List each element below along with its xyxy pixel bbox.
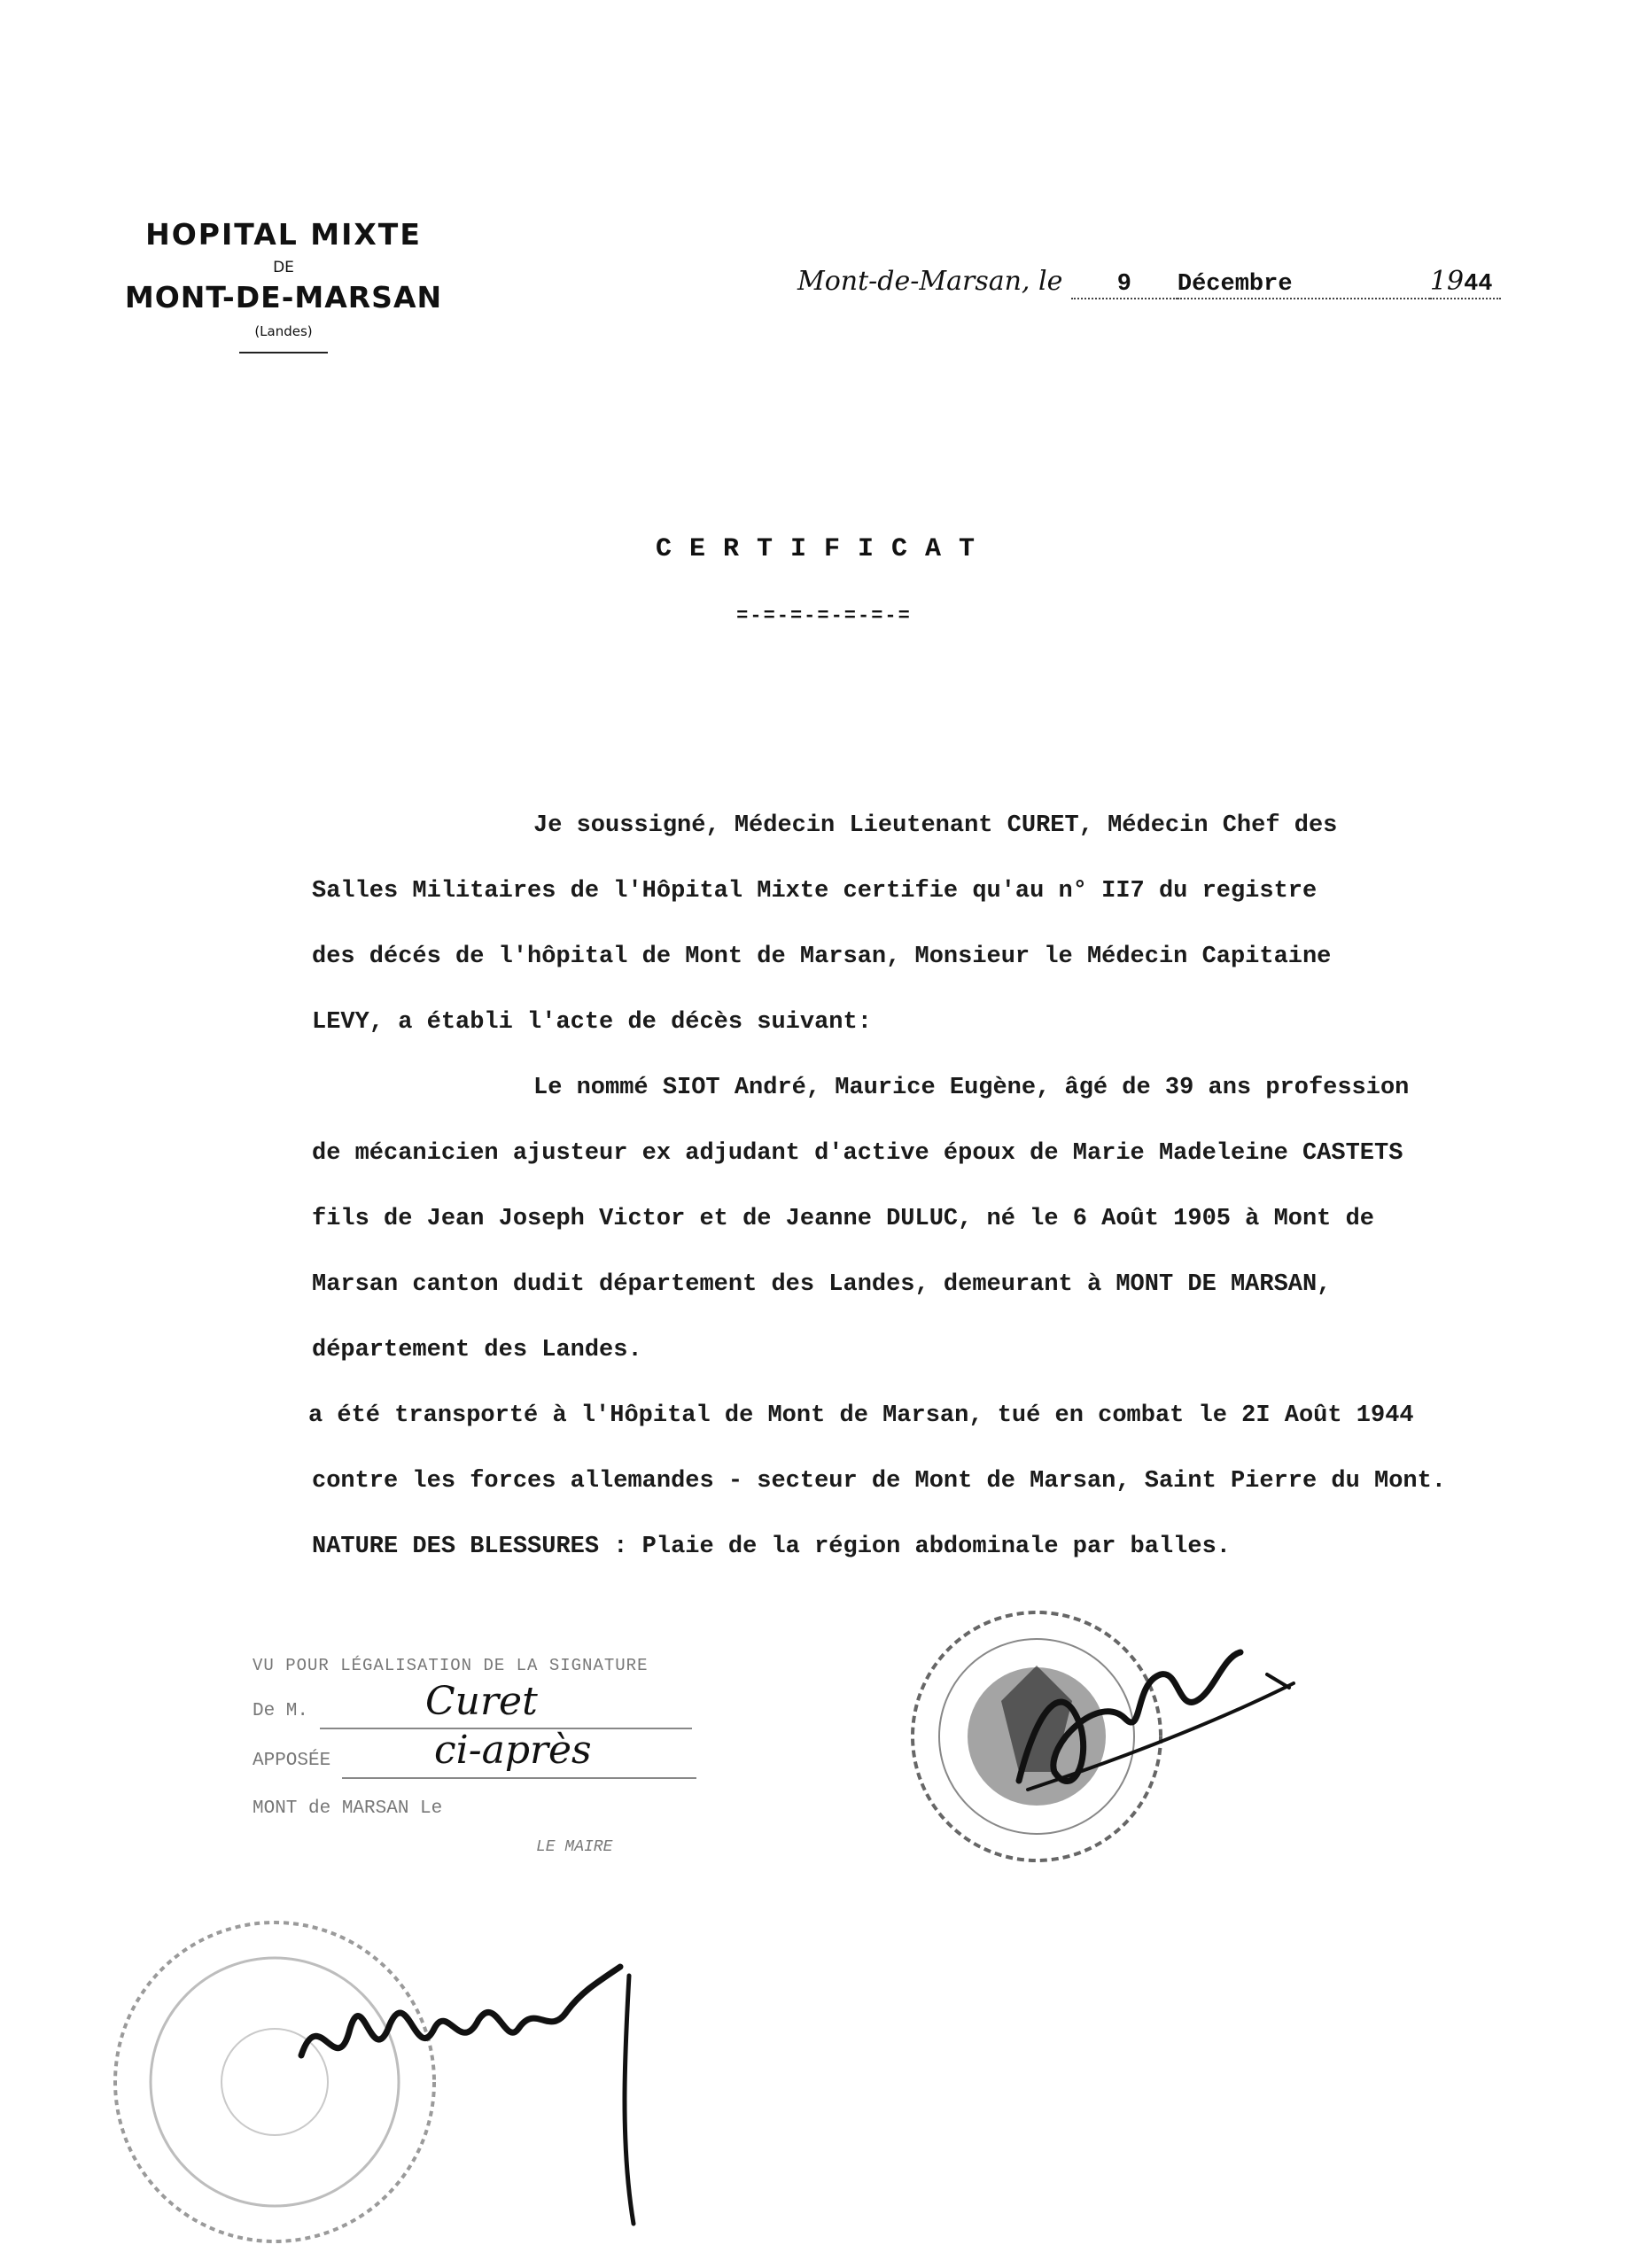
body-line: des décés de l'hôpital de Mont de Marsan, Monsieur le Médecin Capitaine [312,944,1332,970]
title-underline: =-=-=-=-=-=-= [736,605,912,627]
dateline-year-prefix: 19 [1429,266,1465,297]
body-line: NATURE DES BLESSURES : Plaie de la région abdominale par balles. [312,1534,1231,1560]
dateline-year: 44 [1464,271,1493,298]
body-line: de mécanicien ajusteur ex adjudant d'active époux de Marie Madeleine CASTETS [312,1140,1403,1167]
body-line: contre les forces allemandes - secteur de Mont de Marsan, Saint Pierre du Mont. [312,1468,1447,1495]
document-title: CERTIFICAT [655,534,993,564]
body-line: Le nommé SIOT André, Maurice Eugène, âgé de 39 ans profession [533,1075,1410,1101]
mayor-signature-icon [284,1949,691,2233]
body-line: a été transporté à l'Hôpital de Mont de Marsan, tué en combat le 2I Août 1944 [308,1402,1414,1429]
certificate-body [308,793,1579,1580]
body-line: fils de Jean Joseph Victor et de Jeanne DULUC, né le 6 Août 1905 à Mont de [312,1206,1374,1232]
dateline-month: Décembre [1178,271,1430,299]
dateline-day: 9 [1071,271,1178,299]
dateline [797,266,1493,299]
letterhead-divider [239,352,328,353]
handwritten-ci-apres: ci-après [434,1728,592,1773]
stamp-label-maire: LE MAIRE [536,1838,613,1856]
letterhead [115,217,452,353]
stamp-label-de: De M. [253,1701,309,1721]
body-line: Je soussigné, Médecin Lieutenant CURET, Médecin Chef des [533,812,1338,839]
letterhead-hospital: HOPITAL MIXTE [145,217,422,252]
stamp-label-apposee: APPOSÉE [253,1751,331,1771]
stamp-label-place: MONT de MARSAN Le [253,1798,443,1819]
letterhead-city: MONT-DE-MARSAN [124,280,443,315]
letterhead-de: DE [273,259,294,276]
body-line: département des Landes. [312,1337,642,1363]
handwritten-name: Curet [425,1679,538,1724]
dateline-place: Mont-de-Marsan, le [797,266,1063,297]
letterhead-region: (Landes) [254,323,313,339]
body-line: LEVY, a établi l'acte de décès suivant: [312,1009,872,1036]
stamp-heading: VU POUR LÉGALISATION DE LA SIGNATURE [253,1656,649,1675]
doctor-signature-icon [1001,1621,1302,1816]
body-line: Marsan canton dudit département des Landes, demeurant à MONT DE MARSAN, [312,1271,1332,1298]
body-line: Salles Militaires de l'Hôpital Mixte certifie qu'au n° II7 du registre [312,878,1318,905]
